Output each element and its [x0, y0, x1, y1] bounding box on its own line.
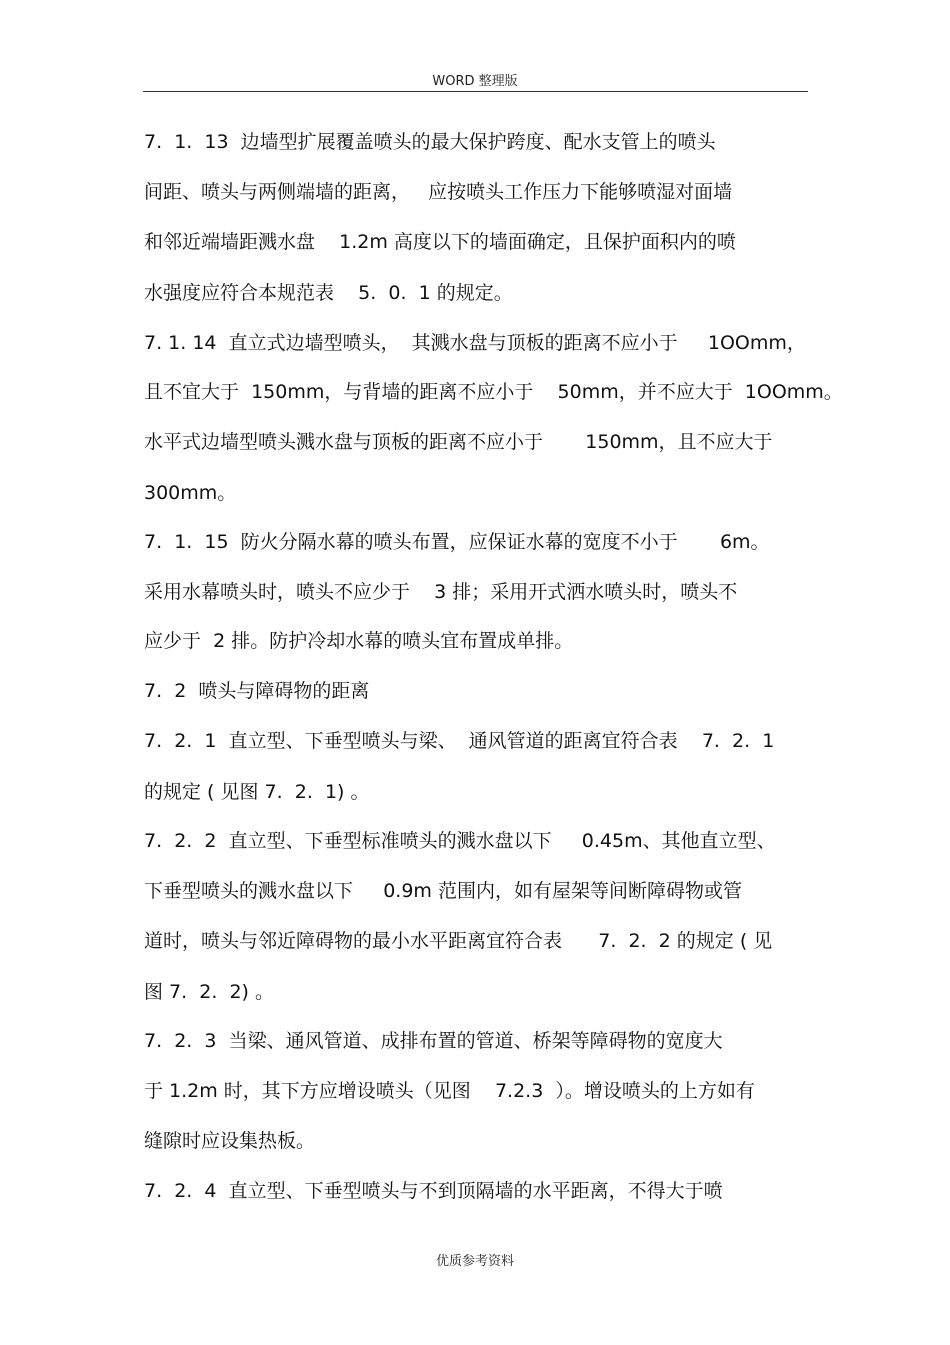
text-line: 7. 2. 1 直立型、下垂型喷头与梁、 通风管道的距离宜符合表 7. 2. 1 [144, 730, 775, 752]
text-line: 7. 1. 13 边墙型扩展覆盖喷头的最大保护跨度、配水支管上的喷头 [144, 131, 716, 153]
text-line: 水平式边墙型喷头溅水盘与顶板的距离不应小于 150mm，且不应大于 [144, 431, 773, 453]
text-line: 7. 2. 4 直立型、下垂型喷头与不到顶隔墙的水平距离，不得大于喷 [144, 1180, 723, 1202]
text-line: 道时，喷头与邻近障碍物的最小水平距离宜符合表 7. 2. 2 的规定 ( 见 [144, 930, 773, 952]
text-line: 图 7. 2. 2) 。 [144, 981, 274, 1003]
text-line: 于 1.2m 时，其下方应增设喷头（见图 7.2.3 ）。增设喷头的上方如有 [144, 1080, 755, 1102]
text-line: 采用水幕喷头时，喷头不应少于 3 排；采用开式洒水喷头时，喷头不 [144, 581, 738, 603]
text-line: 下垂型喷头的溅水盘以下 0.9m 范围内，如有屋架等间断障碍物或管 [144, 880, 742, 902]
text-line: 的规定 ( 见图 7. 2. 1) 。 [144, 781, 370, 803]
page-footer: 优质参考资料 [435, 1254, 514, 1269]
section-heading: 7. 2 喷头与障碍物的距离 [144, 680, 370, 702]
page-header: WORD 整理版 [432, 74, 518, 89]
text-line: 且不宜大于 150mm，与背墙的距离不应小于 50mm，并不应大于 1OOmm。 [144, 381, 843, 403]
text-line: 间距、喷头与两侧端墙的距离， 应按喷头工作压力下能够喷湿对面墙 [144, 181, 733, 203]
text-line: 缝隙时应设集热板。 [144, 1130, 316, 1152]
text-line: 应少于 2 排。防护冷却水幕的喷头宜布置成单排。 [144, 630, 574, 652]
text-line: 7. 2. 2 直立型、下垂型标准喷头的溅水盘以下 0.45m、其他直立型、 [144, 830, 776, 852]
text-line: 7. 1. 14 直立式边墙型喷头， 其溅水盘与顶板的距离不应小于 1OOmm， [144, 332, 806, 354]
text-line: 300mm。 [144, 482, 237, 504]
text-line: 和邻近端墙距溅水盘 1.2m 高度以下的墙面确定，且保护面积内的喷 [144, 231, 736, 253]
text-line: 7. 1. 15 防火分隔水幕的喷头布置，应保证水幕的宽度不小于 6m。 [144, 531, 770, 553]
text-line: 7. 2. 3 当梁、通风管道、成排布置的管道、桥架等障碍物的宽度大 [144, 1030, 723, 1052]
text-line: 水强度应符合本规范表 5. 0. 1 的规定。 [144, 282, 513, 304]
